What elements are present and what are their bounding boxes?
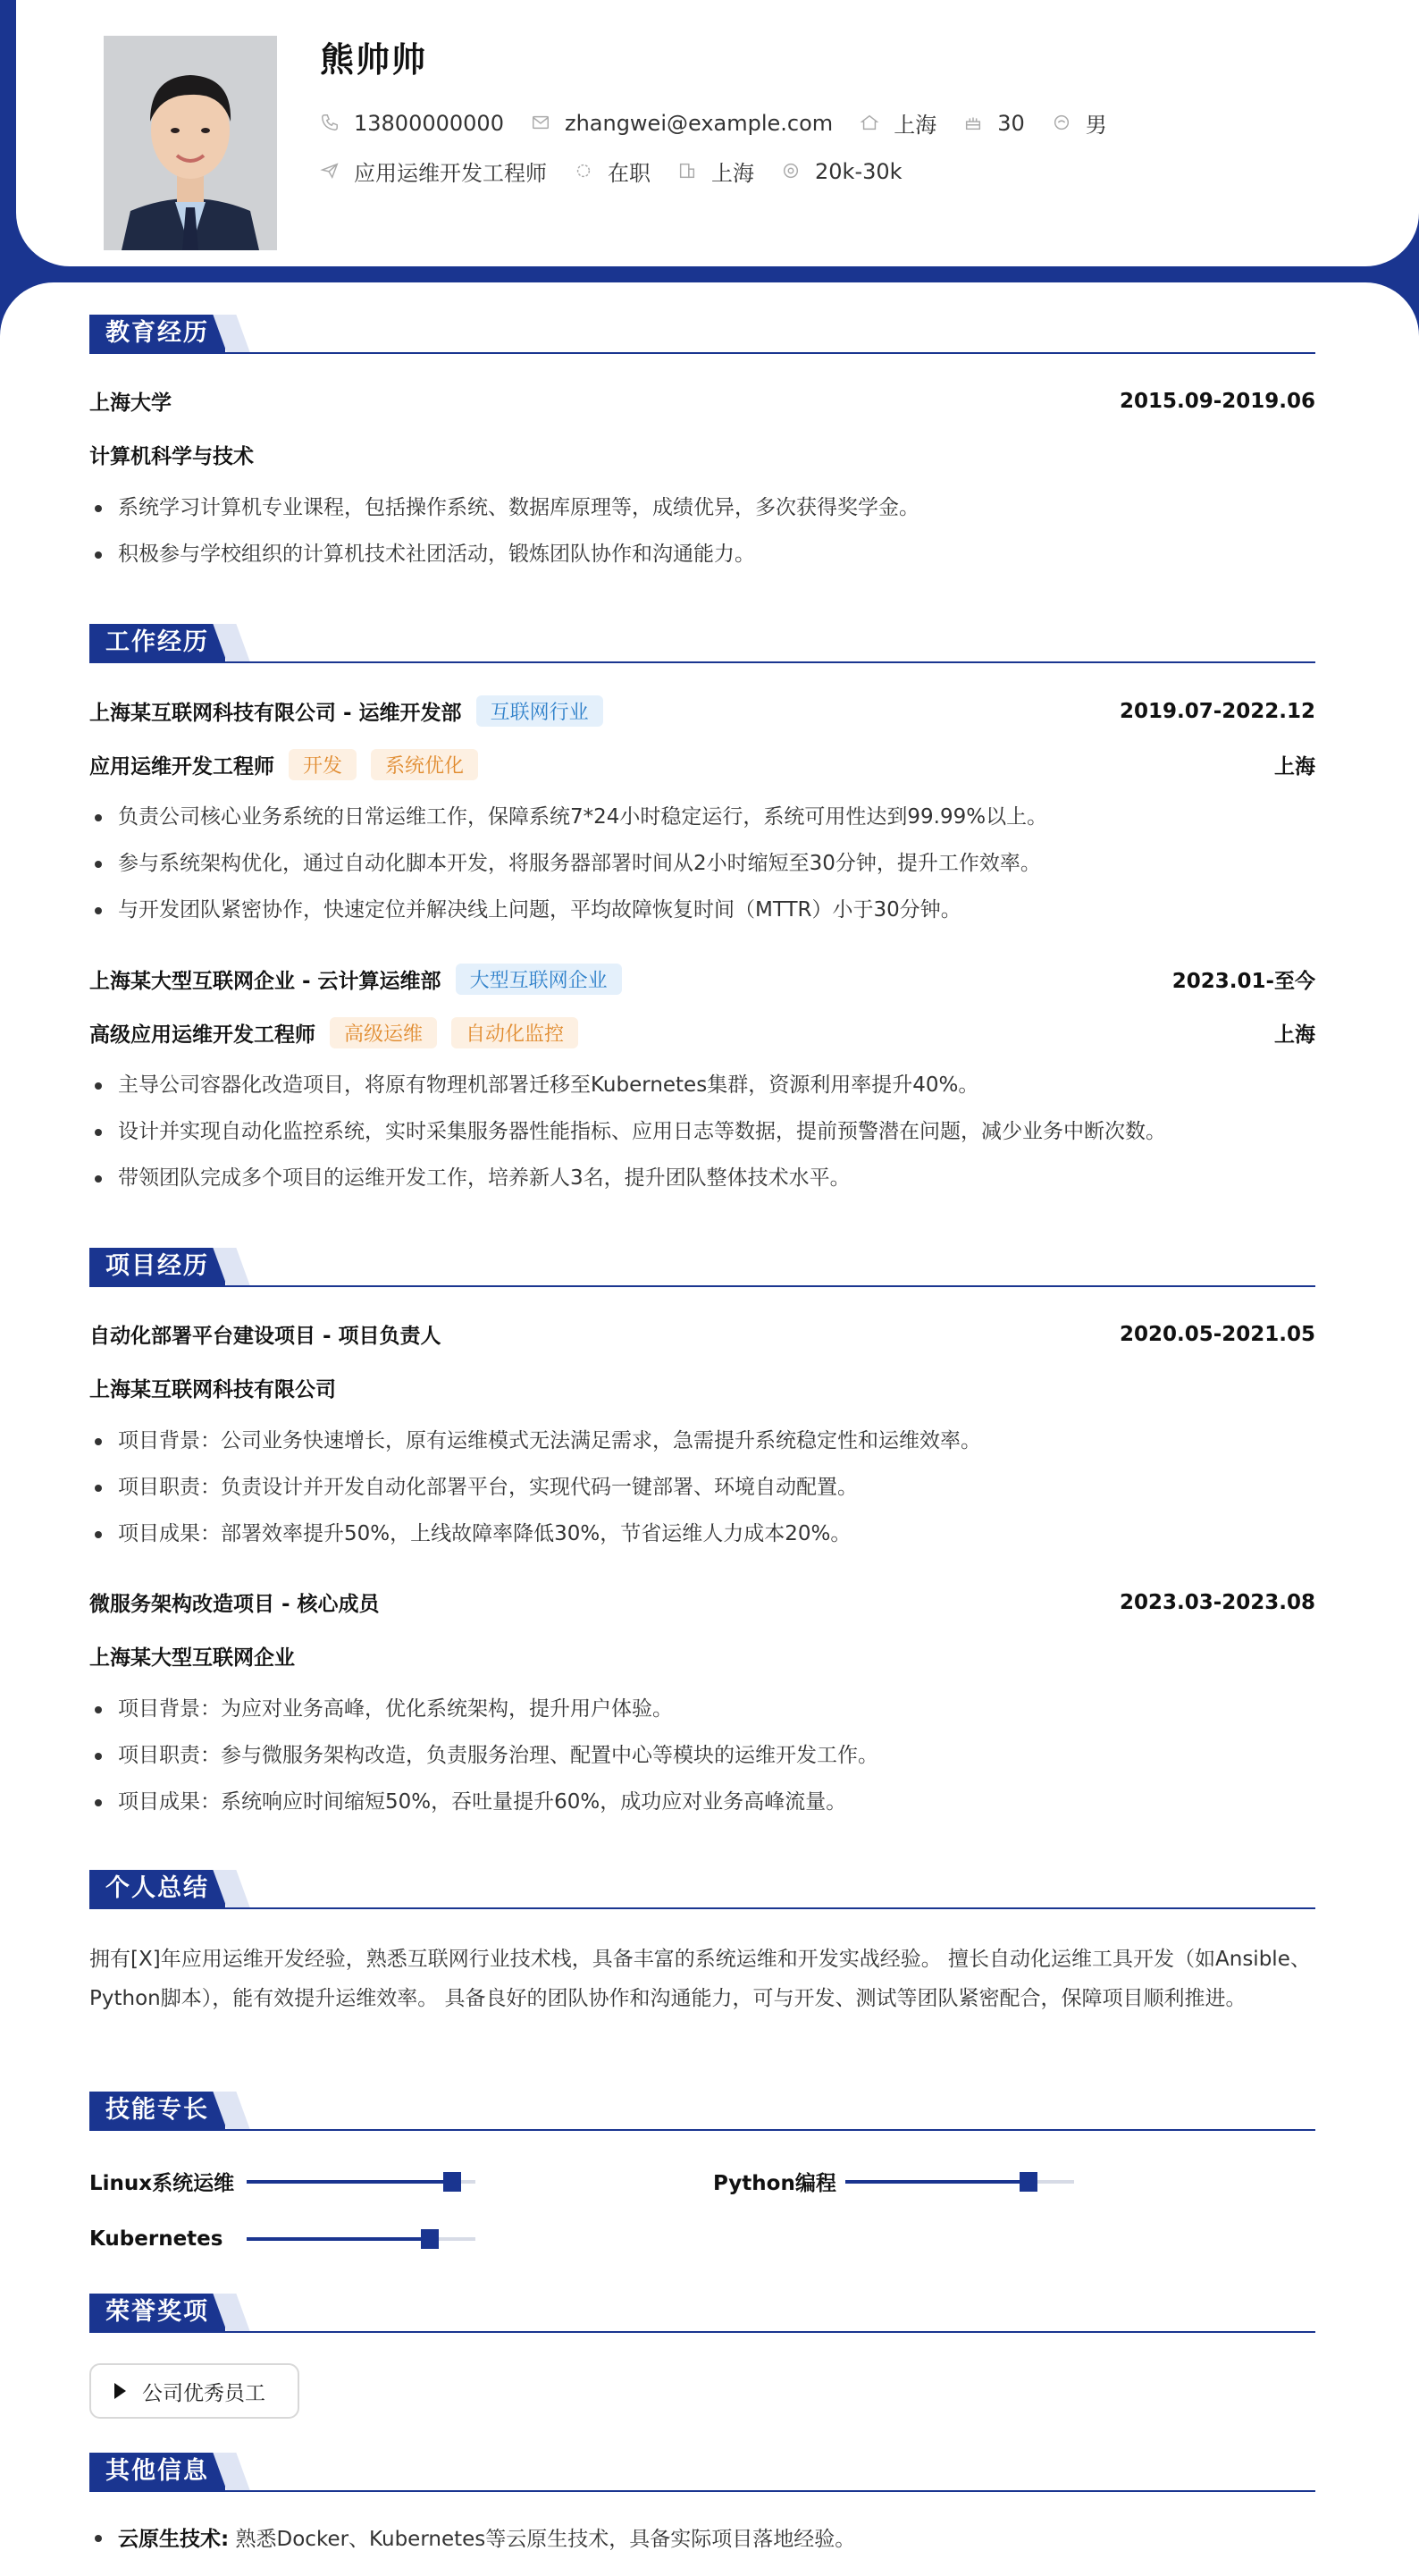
skill-name: Kubernetes — [89, 2227, 223, 2251]
project-row — [89, 1587, 1315, 1617]
job-period: 2019.07-2022.12 — [1119, 699, 1315, 723]
coin-icon — [781, 161, 802, 182]
project-company: 上海某大型互联网企业 — [89, 1646, 295, 1670]
skill-bar — [845, 2180, 1074, 2184]
skill-tag: 高级运维 — [330, 1017, 437, 1048]
gender-text: 男 — [1085, 113, 1107, 138]
salary-item — [781, 159, 903, 184]
salary-text: 20k-30k — [815, 158, 903, 184]
major-name: 计算机科学与技术 — [89, 445, 254, 468]
role-name: 应用运维开发工程师 — [89, 755, 274, 779]
list-item: 与开发团队紧密协作，快速定位并解决线上问题，平均故障恢复时间（MTTR）小于30分钟。 — [89, 892, 1315, 939]
project-company: 上海某互联网科技有限公司 — [89, 1378, 336, 1402]
company-name: 上海某大型互联网企业 - 云计算运维部 — [89, 970, 441, 993]
section-header — [89, 1870, 1315, 1909]
education-section — [89, 315, 1315, 566]
job-company — [89, 964, 622, 995]
award-item[interactable] — [89, 2363, 299, 2419]
project-name: 自动化部署平台建设项目 - 项目负责人 — [89, 1325, 441, 1348]
list-item: 项目职责：负责设计并开发自动化部署平台，实现代码一键部署、环境自动配置。 — [89, 1469, 1315, 1516]
project-name: 微服务架构改造项目 - 核心成员 — [89, 1593, 380, 1616]
project-bullets — [89, 1691, 1315, 1831]
building-icon — [677, 161, 699, 182]
job-role-row — [89, 749, 1315, 780]
skill-tag: 开发 — [289, 749, 357, 780]
project-bullets — [89, 1423, 1315, 1562]
school-name: 上海大学 — [89, 391, 172, 415]
skills-section — [89, 2092, 1315, 2251]
status-icon — [574, 161, 595, 182]
section-title: 技能专长 — [89, 2092, 225, 2129]
other-info-item — [89, 2522, 855, 2552]
profile-header — [16, 0, 1419, 266]
skill-item — [89, 2227, 475, 2251]
list-item: 参与系统架构优化，通过自动化脚本开发，将服务器部署时间从2小时缩短至30分钟，提升工作效率。 — [89, 846, 1315, 892]
work-section — [89, 624, 1315, 1190]
target-city-text: 上海 — [711, 161, 754, 186]
company-name: 上海某互联网科技有限公司 - 运维开发部 — [89, 702, 462, 725]
target-city-item — [677, 156, 754, 187]
section-header — [89, 2453, 1315, 2492]
list-item: 系统学习计算机专业课程，包括操作系统、数据库原理等，成绩优异，多次获得奖学金。 — [89, 490, 1315, 536]
section-title: 个人总结 — [89, 1870, 225, 1907]
job-company — [89, 695, 603, 727]
email-item — [531, 111, 833, 136]
education-bullets — [89, 490, 1315, 583]
send-icon — [320, 161, 341, 182]
email-icon — [531, 113, 552, 134]
home-icon — [860, 113, 881, 134]
project-period: 2023.03-2023.08 — [1119, 1590, 1315, 1614]
major-row — [89, 440, 1315, 469]
position-text: 应用运维开发工程师 — [354, 161, 547, 186]
job-company-row — [89, 964, 1315, 995]
candidate-name: 熊帅帅 — [320, 40, 428, 80]
summary-section — [89, 1870, 1315, 2010]
skill-tag: 系统优化 — [371, 749, 478, 780]
section-header — [89, 315, 1315, 354]
section-header — [89, 624, 1315, 663]
phone-text: 13800000000 — [354, 110, 504, 136]
education-row — [89, 386, 1315, 416]
list-item: 项目背景：为应对业务高峰，优化系统架构，提升用户体验。 — [89, 1691, 1315, 1738]
phone-icon — [320, 113, 341, 134]
skill-item — [89, 2167, 475, 2196]
age-text: 30 — [997, 110, 1025, 136]
industry-tag: 大型互联网企业 — [456, 964, 622, 995]
email-text: zhangwei@example.com — [564, 110, 834, 136]
skill-bar-knob — [1020, 2172, 1037, 2192]
project-row — [89, 1319, 1315, 1349]
city-item — [860, 107, 936, 139]
list-item: 项目成果：系统响应时间缩短50%，吞吐量提升60%，成功应对业务高峰流量。 — [89, 1784, 1315, 1831]
skill-bar — [247, 2180, 475, 2184]
skill-name: Linux系统运维 — [89, 2172, 235, 2195]
job-role-row — [89, 1017, 1315, 1048]
skill-bar-knob — [421, 2229, 439, 2249]
section-title: 项目经历 — [89, 1248, 225, 1285]
project-company-row — [89, 1373, 1315, 1402]
projects-section — [89, 1248, 1315, 1814]
gender-item — [1052, 107, 1107, 139]
job-company-row — [89, 695, 1315, 727]
skill-bar-knob — [443, 2172, 461, 2192]
education-period: 2015.09-2019.06 — [1119, 389, 1315, 413]
phone-item — [320, 111, 504, 136]
list-item: 项目成果：部署效率提升50%，上线故障率降低30%，节省运维人力成本20%。 — [89, 1516, 1315, 1562]
job-period: 2023.01-至今 — [1171, 970, 1315, 993]
list-item: 积极参与学校组织的计算机技术社团活动，锻炼团队协作和沟通能力。 — [89, 536, 1315, 583]
honors-section — [89, 2294, 1315, 2405]
cake-icon — [963, 113, 985, 134]
job-city: 上海 — [1274, 1023, 1315, 1047]
list-item: 项目职责：参与微服务架构改造，负责服务治理、配置中心等模块的运维开发工作。 — [89, 1738, 1315, 1784]
skill-bar-fill — [247, 2180, 452, 2184]
list-item: 主导公司容器化改造项目，将原有物理机部署迁移至Kubernetes集群，资源利用率提升40%。 — [89, 1067, 1315, 1114]
section-header — [89, 2294, 1315, 2333]
contact-row — [320, 107, 1134, 139]
skill-bar-fill — [247, 2237, 430, 2241]
list-item: 项目背景：公司业务快速增长，原有运维模式无法满足需求，急需提升系统稳定性和运维效率。 — [89, 1423, 1315, 1469]
award-label: 公司优秀员工 — [142, 2381, 265, 2405]
other-info-text: 熟悉Docker、Kubernetes等云原生技术，具备实际项目落地经验。 — [235, 2528, 856, 2551]
avatar — [104, 36, 277, 250]
list-item: 带领团队完成多个项目的运维开发工作，培养新人3名，提升团队整体技术水平。 — [89, 1160, 1315, 1207]
skill-bar — [247, 2237, 475, 2241]
project-company-row — [89, 1641, 1315, 1671]
section-title: 其他信息 — [89, 2453, 225, 2490]
skill-item — [713, 2167, 1074, 2196]
position-item — [320, 156, 547, 187]
section-header — [89, 1248, 1315, 1287]
role-name: 高级应用运维开发工程师 — [89, 1023, 315, 1047]
other-info-label: 云原生技术: — [118, 2528, 230, 2551]
play-icon — [114, 2383, 126, 2399]
skill-name: Python编程 — [713, 2172, 836, 2195]
industry-tag: 互联网行业 — [476, 695, 603, 727]
job-role — [89, 1017, 578, 1048]
other-section — [89, 2453, 1315, 2551]
age-item — [963, 111, 1025, 136]
job-row — [320, 156, 929, 187]
job-city: 上海 — [1274, 755, 1315, 779]
skill-bar-fill — [845, 2180, 1029, 2184]
skill-tag: 自动化监控 — [451, 1017, 578, 1048]
section-header — [89, 2092, 1315, 2131]
project-period: 2020.05-2021.05 — [1119, 1322, 1315, 1346]
list-item: 负责公司核心业务系统的日常运维工作，保障系统7*24小时稳定运行，系统可用性达到99.99%以上。 — [89, 799, 1315, 846]
status-item — [574, 156, 651, 187]
list-item: 设计并实现自动化监控系统，实时采集服务器性能指标、应用日志等数据，提前预警潜在问题，减少业务中断次数。 — [89, 1114, 1315, 1160]
status-text: 在职 — [608, 161, 651, 186]
gender-icon — [1052, 113, 1073, 134]
job-bullets — [89, 1067, 1315, 1207]
job-role — [89, 749, 478, 780]
job-bullets — [89, 799, 1315, 939]
section-title: 荣誉奖项 — [89, 2294, 225, 2331]
summary-text: 拥有[X]年应用运维开发经验，熟悉互联网行业技术栈，具备丰富的系统运维和开发实战经验。 擅长自动化运维工具开发（如Ansible、Python脚本），能有效提升运维效率。 具备良好的团队协作和沟通能力，可与开发、测试等团队紧密配合，保障项目顺利推进。 — [89, 1948, 1311, 2010]
section-title: 工作经历 — [89, 624, 225, 661]
city-text: 上海 — [894, 113, 937, 138]
section-title: 教育经历 — [89, 315, 225, 352]
